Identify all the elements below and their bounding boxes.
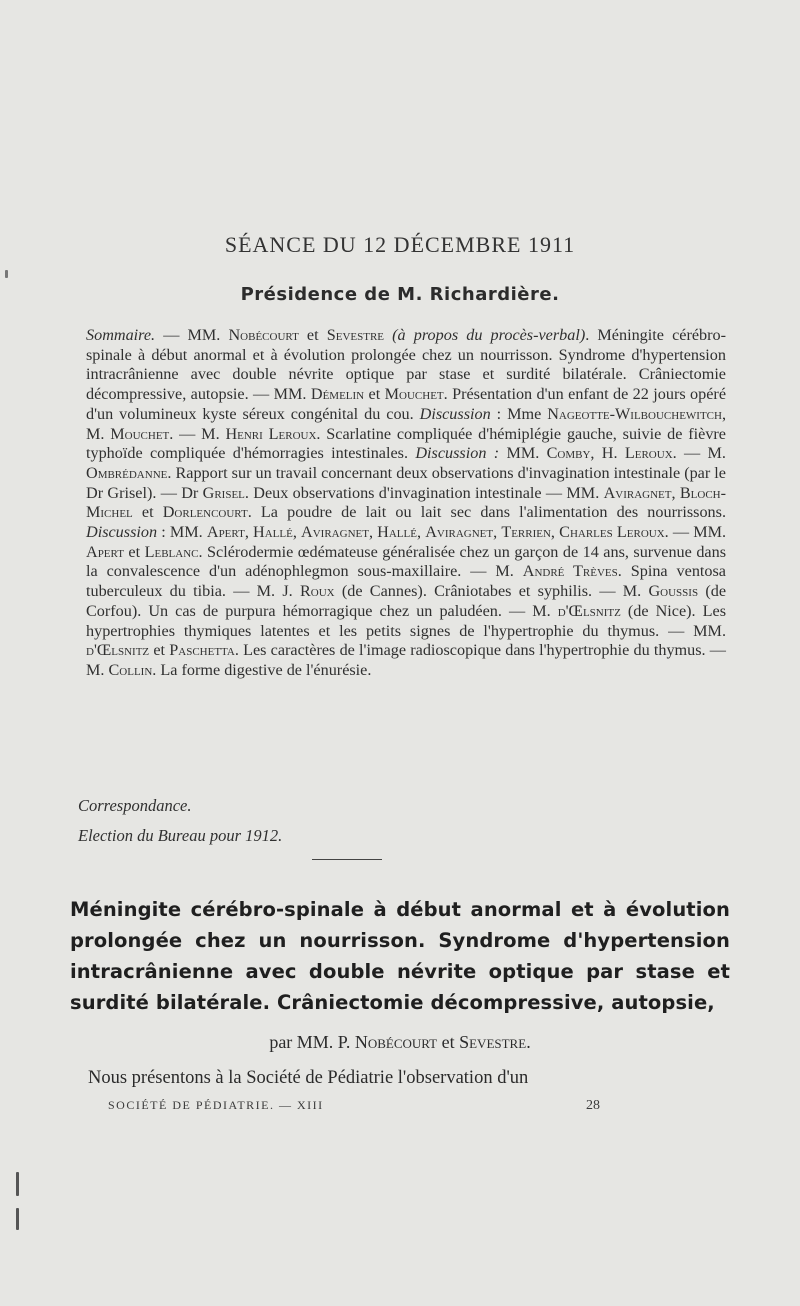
author-name: Grisel [202,483,245,502]
author-name: Henri Leroux [225,424,317,443]
text-run: , [368,523,378,542]
author-name: Aviragnet [425,523,494,542]
text-run: , M. [86,404,727,443]
author-name: Hallé [377,523,417,542]
running-footer: SOCIÉTÉ DE PÉDIATRIE. — XIII [108,1098,324,1112]
text-run: (de Corfou). Un cas de purpura hémorragique chez un paludéen. — M. [86,582,727,620]
italic-note: (à propos du procès-verbal) [392,326,586,344]
session-heading: SÉANCE DU 12 DÉCEMBRE 1911 [224,232,576,257]
text-run: . Sclérodermie œdémateuse généralisée chez un garçon de 14 ans, survenue dans la convalescence d'un adénophlegmon sous-maxillaire. — M. [86,542,726,581]
author-name: Comby [546,444,591,463]
author-name: Mouchet [384,385,444,404]
discussion-label: Discussion [419,404,491,423]
text-run: . Spina ventosa tuberculeux du tibia. — M. J. [86,562,726,601]
author-name: Apert [86,542,124,561]
author-name: Ombrédanne [86,463,168,482]
author-name: Dorlencourt [162,503,248,522]
text-run: (de Cannes). Crâniotabes et syphilis. — M. [334,582,649,601]
text-run: . Les caractères de l'image radioscopique dans l'hypertrophie du thymus. — M. [86,641,726,679]
sommaire-label: Sommaire. [86,326,156,344]
byline [0,1032,800,1053]
author-name: Mouchet [110,424,170,443]
author-name: Roux [299,582,335,601]
author-name: Aviragnet [603,483,672,502]
author-name: d'Œlsnitz [557,601,621,620]
author-name: Terrien [501,523,551,542]
section-divider [312,859,382,860]
text-run: , [292,523,302,542]
text-run: : MM. [157,523,207,542]
author-name: Bloch-Michel [86,483,726,522]
page-number: 28 [586,1098,600,1113]
scan-margin-mark [16,1208,19,1230]
presidence-line: Présidence de M. Richardière. [240,284,560,305]
text-run: et [123,542,145,561]
author-name: Sevestre [459,1032,527,1052]
author-name: Hallé [253,523,293,542]
text-run: . — M. [672,444,726,463]
text-run: , H. [590,444,625,463]
discussion-label: Discussion [86,523,158,542]
sommaire-paragraph [86,326,726,681]
scan-margin-mark [16,1172,19,1196]
author-name: Nobécourt [354,1032,438,1052]
author-name: Collin [108,660,153,679]
author-name: André Trèves [522,562,618,581]
author-name: d'Œlsnitz [86,641,150,660]
byline-suffix: . [526,1032,531,1052]
author-name: Apert [206,523,245,542]
text-run [384,326,392,344]
author-name: Leblanc [144,542,199,561]
text-run: , [550,523,560,542]
text-run: et [364,385,385,404]
text-run: . Scarlatine compliquée d'hémiplégie gauche, suivie de fièvre typhoïde compliquée d'hémorragies intestinales. [86,424,726,463]
author-name: Goussis [648,582,699,601]
text-run: . Présentation d'un enfant de 22 jours opéré d'un volumineux kyste séreux congénital du cou. [86,385,726,423]
body-first-line: Nous présentons à la Société de Pédiatrie l'observation d'un [88,1068,529,1088]
text-run: , [416,523,426,542]
text-run: . Deux observations d'invagination intestinale — MM. [244,483,604,502]
byline-mid: et [437,1032,460,1052]
text-run: . La forme digestive de l'énurésie. [152,660,372,679]
text-run: , [244,523,254,542]
author-name: Charles Leroux [559,523,665,542]
author-name: Sevestre [326,326,385,344]
text-run: . — MM. [664,523,727,542]
author-name: Aviragnet [301,523,369,542]
text-run: (de Nice). Les hypertrophies thymiques latentes et les petits signes de l'hypertrophie du thymus. — MM. [86,601,726,640]
text-run: et [132,503,163,522]
text-run: . La poudre de lait ou lait sec dans l'alimentation des nourrissons. [247,503,726,522]
author-name: Démelin [310,385,365,404]
scan-margin-mark [5,270,8,278]
author-name: Leroux [624,444,673,463]
correspondance-line: Correspondance. [78,796,192,815]
text-run: — MM. [155,326,229,344]
author-name: Nobécourt [228,326,299,344]
text-run: MM. [499,444,547,463]
text-run: , [493,523,502,542]
byline-prefix: par MM. P. [269,1032,355,1052]
author-name: Nageotte-Wilbouchewitch [547,404,722,423]
text-run: et [149,641,170,660]
election-line: Election du Bureau pour 1912. [78,826,283,845]
discussion-label: Discussion : [415,444,500,463]
text-run: . Rapport sur un travail concernant deux observations d'invagination intestinale (par le Dr Grisel). — Dr [86,463,726,502]
text-run: , [671,483,680,502]
article-title: Méningite cérébro-spinale à début anormal et à évolution prolongée chez un nourrisson. Syndrome d'hypertension intracrânienne avec double névrite optique par stase et surdité bilatérale. Crâniectomie décompressive, autopsie, [70,898,730,1014]
text-run: . — M. [169,424,226,443]
text-run: . Méningite cérébro-spinale à début anormal et à évolution prolongée chez un nourrisson. Syndrome d'hypertension intracrânienne avec double névrite optique par stase et surdité bilatérale. Crâniectomie décompressive, autopsie. — MM. [86,326,726,404]
author-name: Paschetta [169,641,235,660]
text-run: et [298,326,327,344]
text-run: : Mme [490,404,548,423]
